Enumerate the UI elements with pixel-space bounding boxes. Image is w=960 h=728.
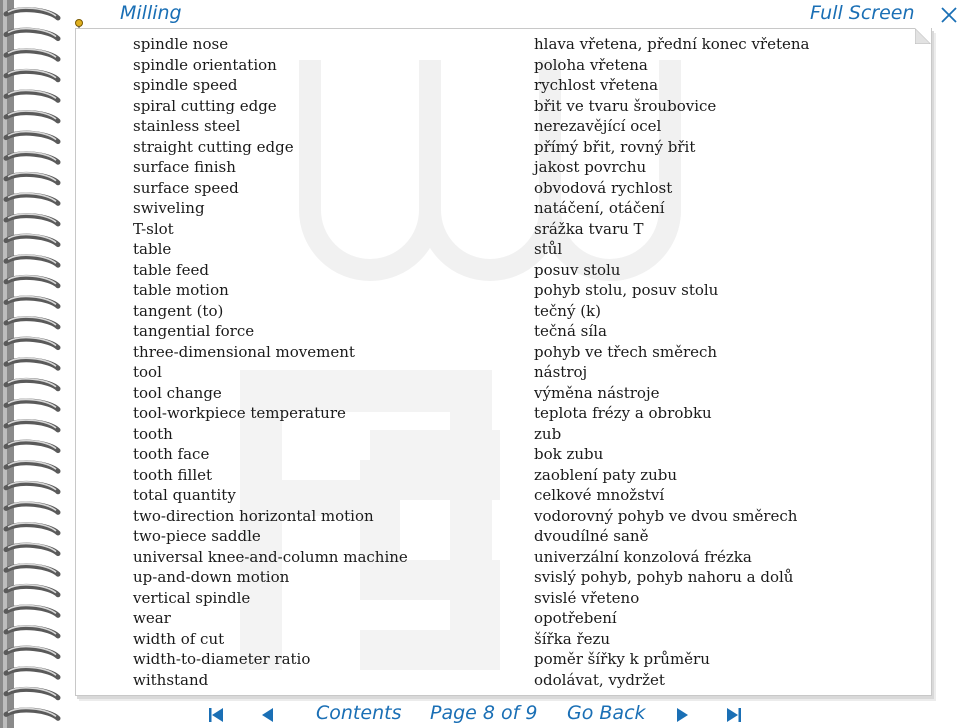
english-term: T-slot bbox=[133, 219, 174, 238]
english-term: spindle speed bbox=[133, 76, 238, 94]
english-term: stainless steel bbox=[133, 117, 241, 135]
czech-term: bok zubu bbox=[534, 445, 604, 463]
english-term: table bbox=[133, 240, 172, 258]
czech-term: přímý břit, rovný břit bbox=[534, 137, 696, 156]
english-term: up-and-down motion bbox=[133, 568, 290, 586]
czech-term: univerzální konzolová frézka bbox=[534, 547, 752, 566]
czech-term: poloha vřetena bbox=[534, 55, 648, 74]
page-corner-fold bbox=[915, 28, 931, 44]
english-term: table feed bbox=[133, 260, 209, 279]
english-term: withstand bbox=[133, 670, 209, 689]
czech-term: nerezavějící ocel bbox=[534, 117, 662, 135]
czech-term: stůl bbox=[534, 240, 563, 258]
czech-term: tečná síla bbox=[534, 322, 607, 340]
english-term: tooth fillet bbox=[133, 465, 213, 484]
english-term: spindle nose bbox=[133, 35, 229, 53]
english-term: surface speed bbox=[133, 178, 239, 197]
czech-term: vodorovný pohyb ve dvou směrech bbox=[534, 506, 798, 525]
czech-term: opotřebení bbox=[534, 609, 617, 627]
english-term: two-piece saddle bbox=[133, 527, 261, 545]
czech-term-list bbox=[534, 34, 810, 690]
english-term: table motion bbox=[133, 281, 229, 299]
spiral-binding bbox=[0, 0, 62, 728]
czech-term: odolávat, vydržet bbox=[534, 670, 665, 689]
english-term: tooth face bbox=[133, 445, 210, 463]
close-icon[interactable] bbox=[938, 2, 960, 26]
english-term: swiveling bbox=[133, 199, 205, 217]
czech-term: celkové množství bbox=[534, 486, 665, 504]
english-term: tooth bbox=[133, 424, 173, 443]
english-term: tool bbox=[133, 363, 162, 381]
czech-term: břit ve tvaru šroubovice bbox=[534, 96, 717, 115]
czech-term: hlava vřetena, přední konec vřetena bbox=[534, 35, 810, 53]
czech-term: zub bbox=[534, 424, 562, 443]
english-term: vertical spindle bbox=[133, 588, 251, 607]
english-term: spiral cutting edge bbox=[133, 96, 277, 115]
navigation-footer bbox=[0, 700, 960, 728]
english-term: straight cutting edge bbox=[133, 137, 294, 156]
english-term: tangent (to) bbox=[133, 301, 224, 320]
english-term: width-to-diameter ratio bbox=[133, 650, 311, 668]
fullscreen-button[interactable]: Full Screen bbox=[810, 2, 915, 24]
english-term: surface finish bbox=[133, 158, 236, 176]
english-term: tool change bbox=[133, 383, 222, 402]
czech-term: teplota frézy a obrobku bbox=[534, 404, 712, 422]
next-page-icon[interactable] bbox=[672, 704, 692, 726]
czech-term: poměr šířky k průměru bbox=[534, 650, 710, 668]
english-term-list bbox=[133, 34, 408, 690]
czech-term: svislý pohyb, pohyb nahoru a dolů bbox=[534, 568, 794, 586]
document-title: Milling bbox=[120, 2, 182, 24]
czech-term: natáčení, otáčení bbox=[534, 199, 665, 217]
english-term: wear bbox=[133, 609, 171, 627]
page-indicator: Page 8 of 9 bbox=[430, 702, 538, 724]
czech-term: srážka tvaru T bbox=[534, 219, 644, 238]
previous-page-icon[interactable] bbox=[258, 704, 278, 726]
czech-term: šířka řezu bbox=[534, 629, 611, 648]
czech-term: zaoblení paty zubu bbox=[534, 465, 678, 484]
english-term: universal knee-and-column machine bbox=[133, 547, 408, 566]
english-term: tangential force bbox=[133, 322, 255, 340]
english-term: width of cut bbox=[133, 629, 225, 648]
english-term: two-direction horizontal motion bbox=[133, 506, 374, 525]
english-term: total quantity bbox=[133, 486, 236, 504]
czech-term: pohyb stolu, posuv stolu bbox=[534, 281, 719, 299]
czech-term: obvodová rychlost bbox=[534, 178, 673, 197]
czech-term: pohyb ve třech směrech bbox=[534, 342, 718, 361]
last-page-icon[interactable] bbox=[724, 704, 744, 726]
first-page-icon[interactable] bbox=[206, 704, 226, 726]
czech-term: posuv stolu bbox=[534, 260, 621, 279]
english-term: spindle orientation bbox=[133, 55, 277, 74]
czech-term: dvoudílné saně bbox=[534, 527, 649, 545]
english-term: tool-workpiece temperature bbox=[133, 404, 346, 422]
go-back-link[interactable]: Go Back bbox=[567, 702, 646, 724]
contents-link[interactable]: Contents bbox=[316, 702, 402, 724]
czech-term: rychlost vřetena bbox=[534, 76, 659, 94]
czech-term: výměna nástroje bbox=[534, 383, 660, 402]
czech-term: jakost povrchu bbox=[534, 158, 647, 176]
czech-term: svislé vřeteno bbox=[534, 588, 640, 607]
english-term: three-dimensional movement bbox=[133, 342, 355, 361]
czech-term: nástroj bbox=[534, 363, 588, 381]
czech-term: tečný (k) bbox=[534, 301, 602, 320]
